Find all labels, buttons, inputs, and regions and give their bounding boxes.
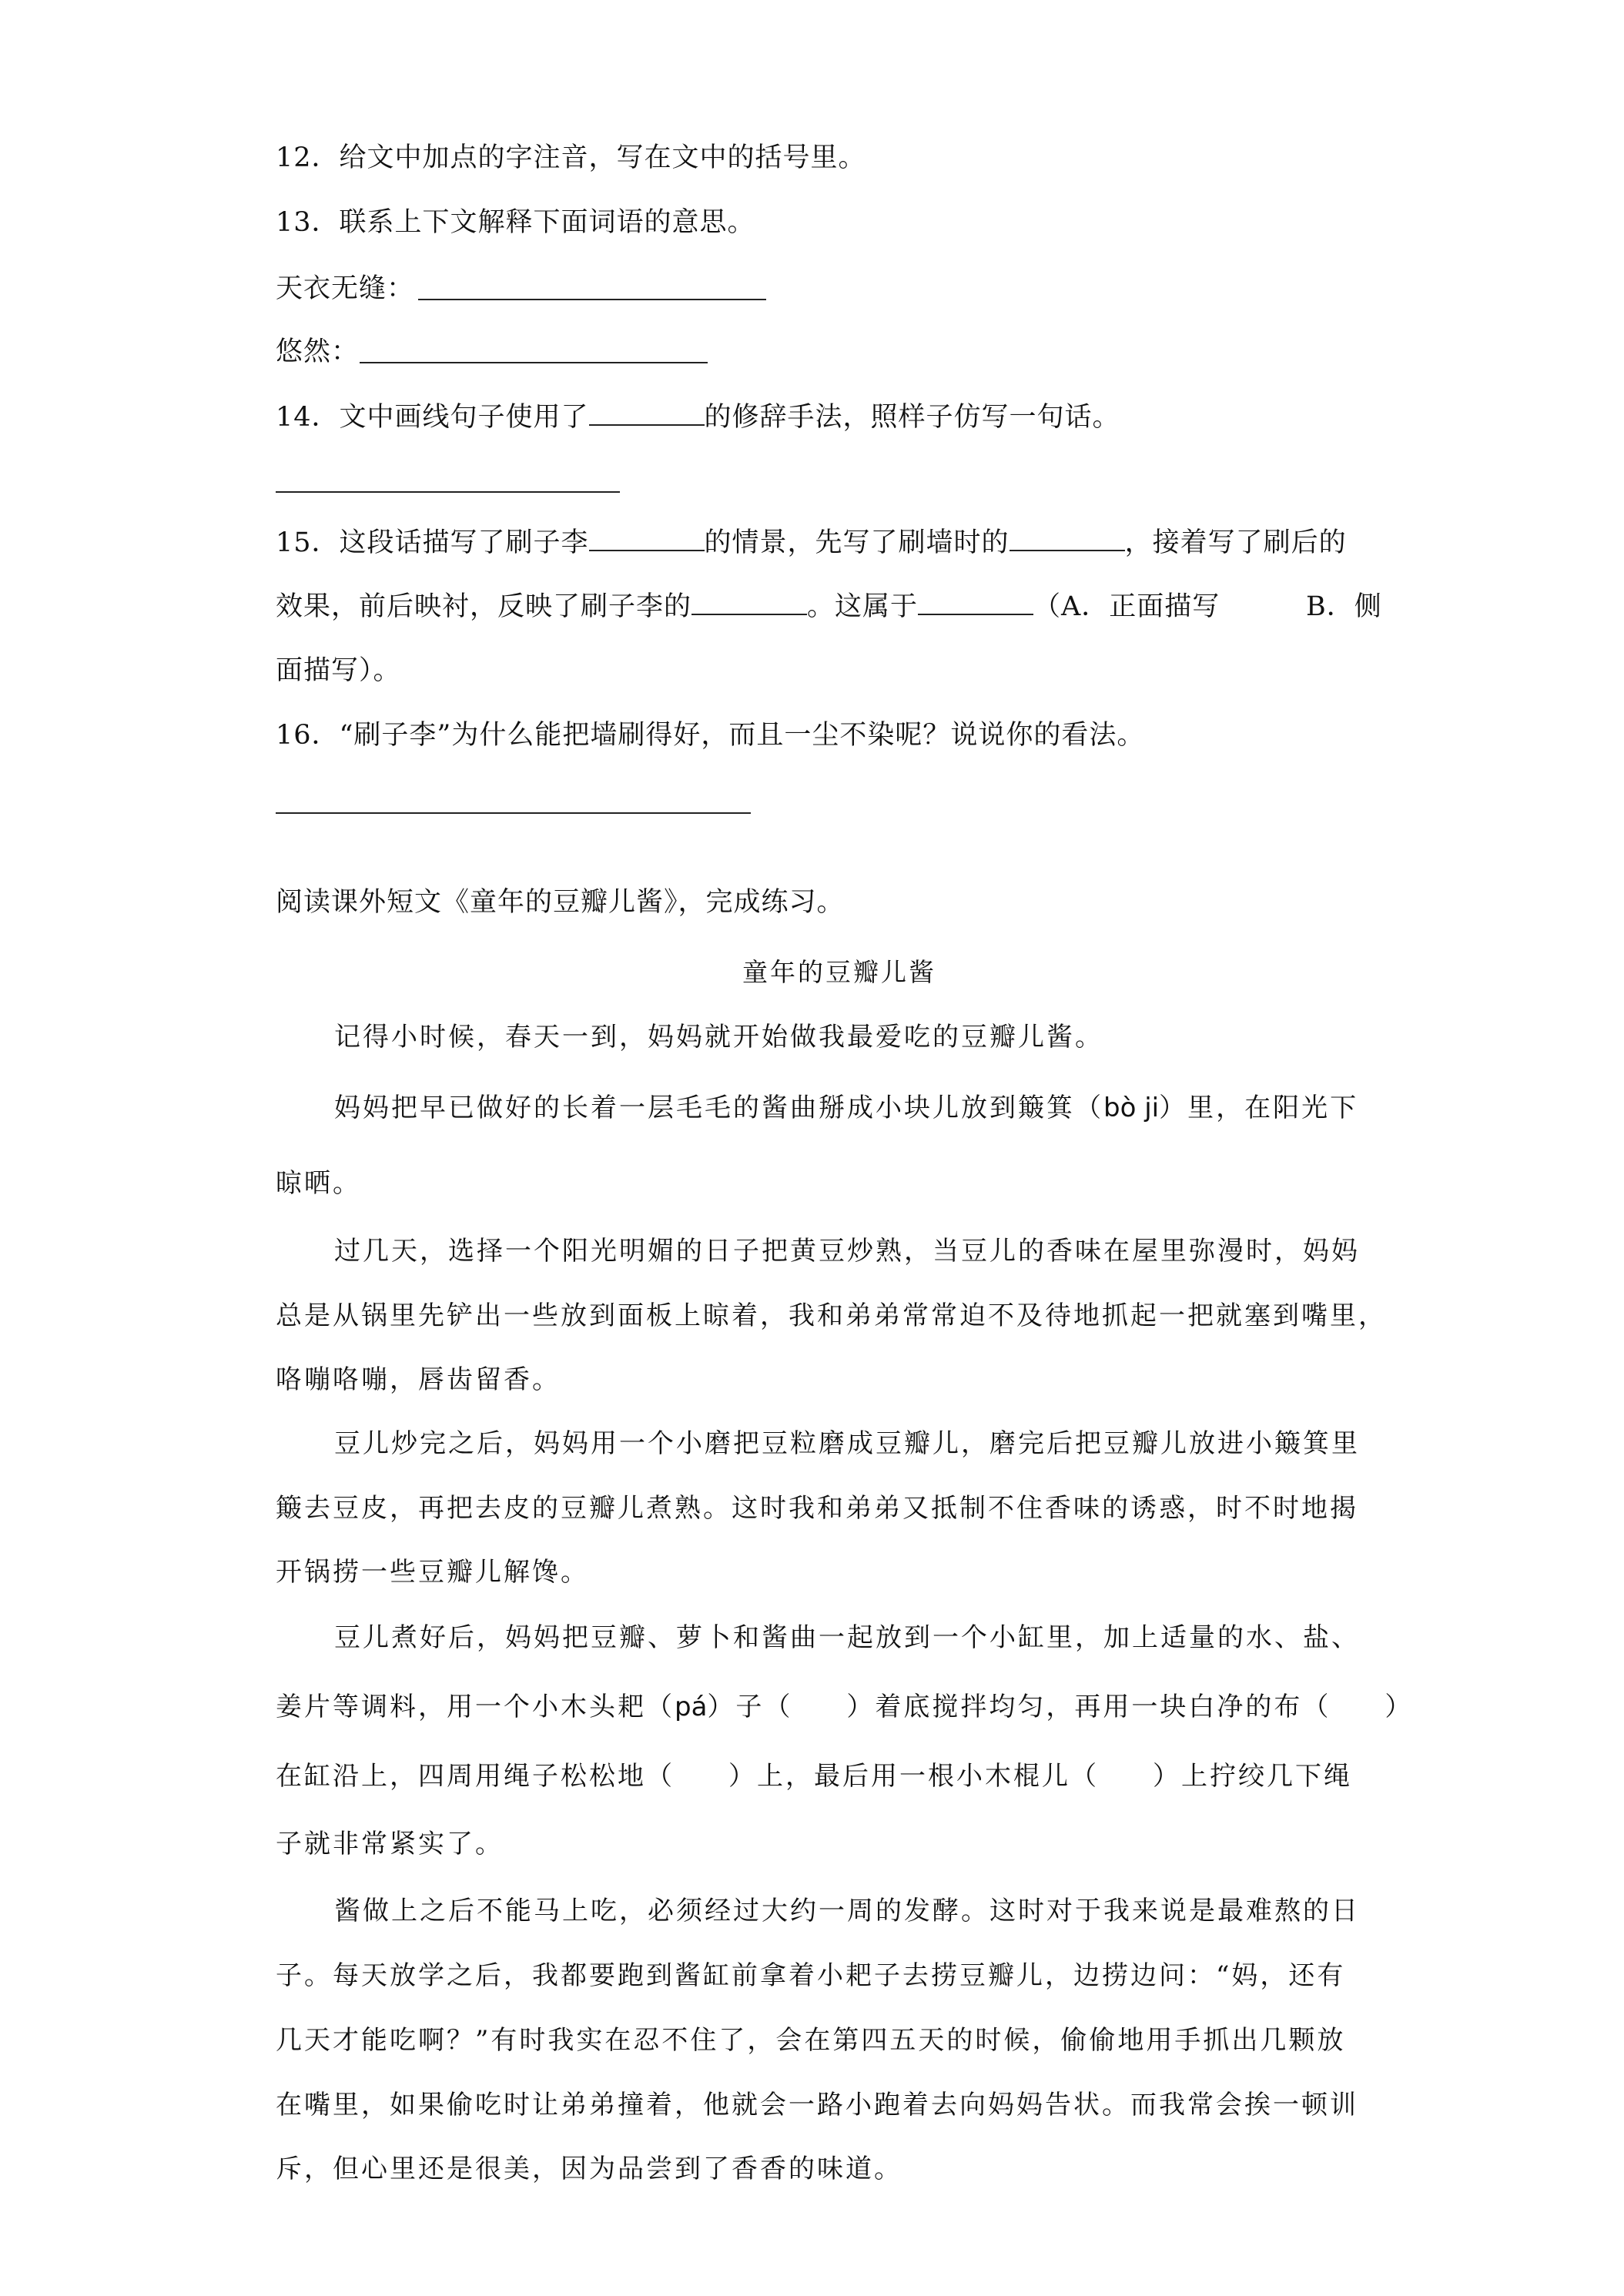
passage-paragraph-6-line-3: 几天才能吃啊？”有时我实在忍不住了，会在第四五天的时候，偷偷地用手抓出几颗放 [276, 2025, 1346, 2056]
question-16: 16．“刷子李”为什么能把墙刷得好，而且一尘不染呢？说说你的看法。 [276, 720, 1145, 751]
blank-quality[interactable] [691, 587, 807, 615]
blank-description-type[interactable] [918, 587, 1033, 615]
question-13-item-2-label: 悠然： [276, 336, 360, 367]
passage-paragraph-2-line-2: 晾晒。 [276, 1168, 361, 1199]
question-15-line-2: 效果，前后映衬，反映了刷子李的 。这属于 （A．正面描写 [276, 587, 1220, 626]
answer-line-q14[interactable] [276, 491, 620, 493]
passage-paragraph-5-line-3: 在缸沿上，四周用绳子松松地（ ）上，最后用一根小木棍儿（ ）上拧绞几下绳 [276, 1761, 1352, 1792]
passage-paragraph-6-line-5: 斥，但心里还是很美，因为品尝到了香香的味道。 [276, 2154, 902, 2184]
answer-line-youran[interactable] [360, 362, 708, 363]
passage-paragraph-6-line-4: 在嘴里，如果偷吃时让弟弟撞着，他就会一路小跑着去向妈妈告状。而我常会挨一顿训 [276, 2090, 1358, 2120]
blank-rhetoric[interactable] [589, 398, 705, 426]
passage-paragraph-2-line-1: 妈妈把早已做好的长着一层毛毛的酱曲掰成小块儿放到簸箕（bò ji）里，在阳光下 [334, 1093, 1359, 1123]
option-b: B．侧 [1306, 591, 1382, 622]
passage-paragraph-3-line-1: 过几天，选择一个阳光明媚的日子把黄豆炒熟，当豆儿的香味在屋里弥漫时，妈妈 [334, 1236, 1360, 1267]
passage-paragraph-4-line-1: 豆儿炒完之后，妈妈用一个小磨把豆粒磨成豆瓣儿，磨完后把豆瓣儿放进小簸箕里 [334, 1428, 1360, 1459]
passage-paragraph-6-line-2: 子。每天放学之后，我都要跑到酱缸前拿着小耙子去捞豆瓣儿，边捞边问：“妈，还有 [276, 1960, 1346, 1991]
question-13-item-1-label: 天衣无缝： [276, 273, 415, 304]
passage-paragraph-3-line-2: 总是从锅里先铲出一些放到面板上晾着，我和弟弟常常迫不及待地抓起一把就塞到嘴里， [276, 1300, 1387, 1331]
question-12: 12．给文中加点的字注音，写在文中的括号里。 [276, 142, 866, 173]
passage-paragraph-5-line-1: 豆儿煮好后，妈妈把豆瓣、萝卜和酱曲一起放到一个小缸里，加上适量的水、盐、 [334, 1622, 1360, 1653]
answer-line-q16[interactable] [276, 812, 751, 814]
passage-paragraph-5-line-4: 子就非常紧实了。 [276, 1829, 504, 1859]
blank-scene[interactable] [589, 524, 705, 551]
question-13: 13．联系上下文解释下面词语的意思。 [276, 207, 755, 238]
reading-intro: 阅读课外短文《童年的豆瓣儿酱》，完成练习。 [276, 887, 845, 918]
answer-line-tianyiwufeng[interactable] [418, 299, 766, 300]
passage-paragraph-3-line-3: 咯嘣咯嘣，唇齿留香。 [276, 1364, 561, 1395]
passage-paragraph-5-line-2: 姜片等调料，用一个小木头耙（pá）子（ ）着底搅拌均匀，再用一块白净的布（ ） [276, 1692, 1414, 1722]
passage-title: 童年的豆瓣儿酱 [742, 957, 936, 987]
passage-paragraph-6-line-1: 酱做上之后不能马上吃，必须经过大约一周的发酵。这时对于我来说是最难熬的日 [334, 1896, 1360, 1926]
passage-paragraph-1: 记得小时候，春天一到，妈妈就开始做我最爱吃的豆瓣儿酱。 [334, 1022, 1103, 1053]
question-14: 14．文中画线句子使用了 的修辞手法，照样子仿写一句话。 [276, 398, 1120, 437]
question-15-line-1: 15．这段话描写了刷子李 的情景，先写了刷墙时的 ，接着写了刷后的 [276, 524, 1347, 562]
pinyin-boji: bò ji [1103, 1093, 1160, 1123]
question-15-line-3: 面描写）。 [276, 655, 401, 686]
pinyin-pa: pá [675, 1692, 708, 1722]
passage-paragraph-4-line-2: 簸去豆皮，再把去皮的豆瓣儿煮熟。这时我和弟弟又抵制不住香味的诱惑，时不时地揭 [276, 1493, 1358, 1524]
blank-while-painting[interactable] [1010, 524, 1125, 551]
passage-paragraph-4-line-3: 开锅捞一些豆瓣儿解馋。 [276, 1557, 589, 1588]
